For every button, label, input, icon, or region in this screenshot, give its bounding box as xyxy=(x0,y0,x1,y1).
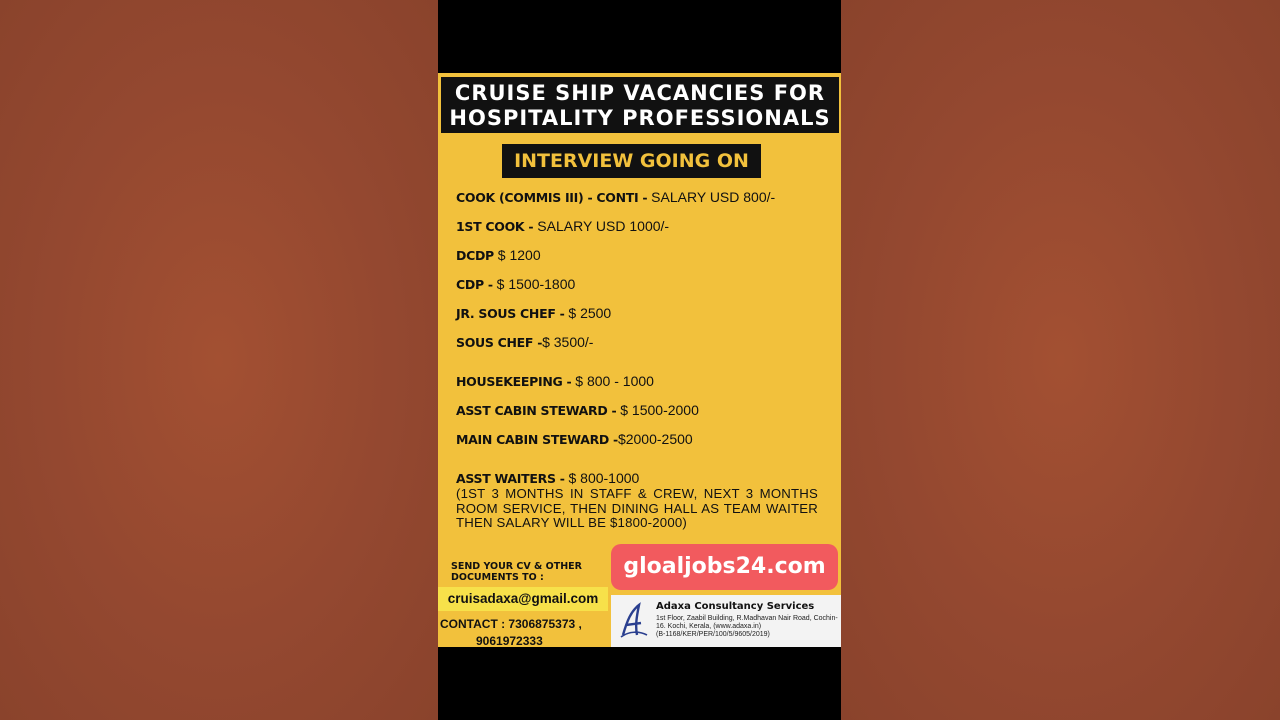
agency-address-text: 1st Floor, Zaabil Building, R.Madhavan Nair Road, Cochin-16. Kochi, Kerala, (www.adaxa.in) xyxy=(656,615,838,630)
contact-numbers xyxy=(440,616,610,647)
job-role: JR. SOUS CHEF - xyxy=(456,306,565,321)
blurred-background-left xyxy=(0,0,438,720)
job-item xyxy=(456,431,693,447)
job-item xyxy=(456,373,654,389)
job-role: ASST CABIN STEWARD - xyxy=(456,403,617,418)
interview-banner: INTERVIEW GOING ON xyxy=(502,144,761,178)
job-salary: $ 800-1000 xyxy=(564,470,640,486)
job-role: 1ST COOK - xyxy=(456,219,538,234)
title-line-2: HOSPITALITY PROFESSIONALS xyxy=(449,106,831,130)
poster-title xyxy=(441,77,839,133)
job-role: DCDP xyxy=(456,248,494,263)
agency-address xyxy=(656,615,841,639)
waiter-note: (1ST 3 MONTHS IN STAFF & CREW, NEXT 3 MONTHS ROOM SERVICE, THEN DINING HALL AS TEAM WAITER THEN SALARY WILL BE $1800-2000) xyxy=(456,486,818,530)
agency-license: (B-1168/KER/PER/100/5/9605/2019) xyxy=(656,631,770,638)
video-frame[interactable] xyxy=(438,0,841,720)
job-role: CDP - xyxy=(456,277,493,292)
job-item xyxy=(456,334,593,350)
contact-label: CONTACT : 7306875373 , xyxy=(440,617,582,631)
job-salary: $ 3500/- xyxy=(542,334,594,350)
job-salary: SALARY USD 800/- xyxy=(647,189,776,205)
contact-number-2: 9061972333 xyxy=(476,634,543,647)
email-link[interactable]: cruisadaxa@gmail.com xyxy=(438,587,610,611)
job-salary: SALARY USD 1000/- xyxy=(537,218,670,234)
job-role: ASST WAITERS - xyxy=(456,471,565,486)
job-role: SOUS CHEF - xyxy=(456,335,543,350)
job-item xyxy=(456,276,575,292)
agency-logo-icon xyxy=(617,601,651,641)
website-badge[interactable]: gloaljobs24.com xyxy=(611,544,838,590)
blurred-background-right xyxy=(841,0,1280,720)
agency-card xyxy=(611,595,841,647)
job-role: COOK (COMMIS III) - CONTI - xyxy=(456,190,648,205)
job-salary: $ 800 - 1000 xyxy=(571,373,654,389)
agency-name: Adaxa Consultancy Services xyxy=(656,601,815,612)
job-salary: $ 1200 xyxy=(493,247,541,263)
job-salary: $ 1500-2000 xyxy=(616,402,699,418)
title-line-1: CRUISE SHIP VACANCIES FOR xyxy=(454,81,826,105)
job-item xyxy=(456,247,541,263)
job-poster xyxy=(438,73,841,647)
job-item xyxy=(456,189,775,205)
job-item xyxy=(456,402,699,418)
job-salary: $2000-2500 xyxy=(617,431,693,447)
job-role: HOUSEKEEPING - xyxy=(456,374,572,389)
job-item xyxy=(456,470,639,486)
job-salary: $ 2500 xyxy=(564,305,612,321)
job-role: MAIN CABIN STEWARD - xyxy=(456,432,618,447)
job-item xyxy=(456,218,669,234)
job-salary: $ 1500-1800 xyxy=(492,276,576,292)
job-item xyxy=(456,305,611,321)
send-cv-label: SEND YOUR CV & OTHER DOCUMENTS TO : xyxy=(451,561,582,583)
